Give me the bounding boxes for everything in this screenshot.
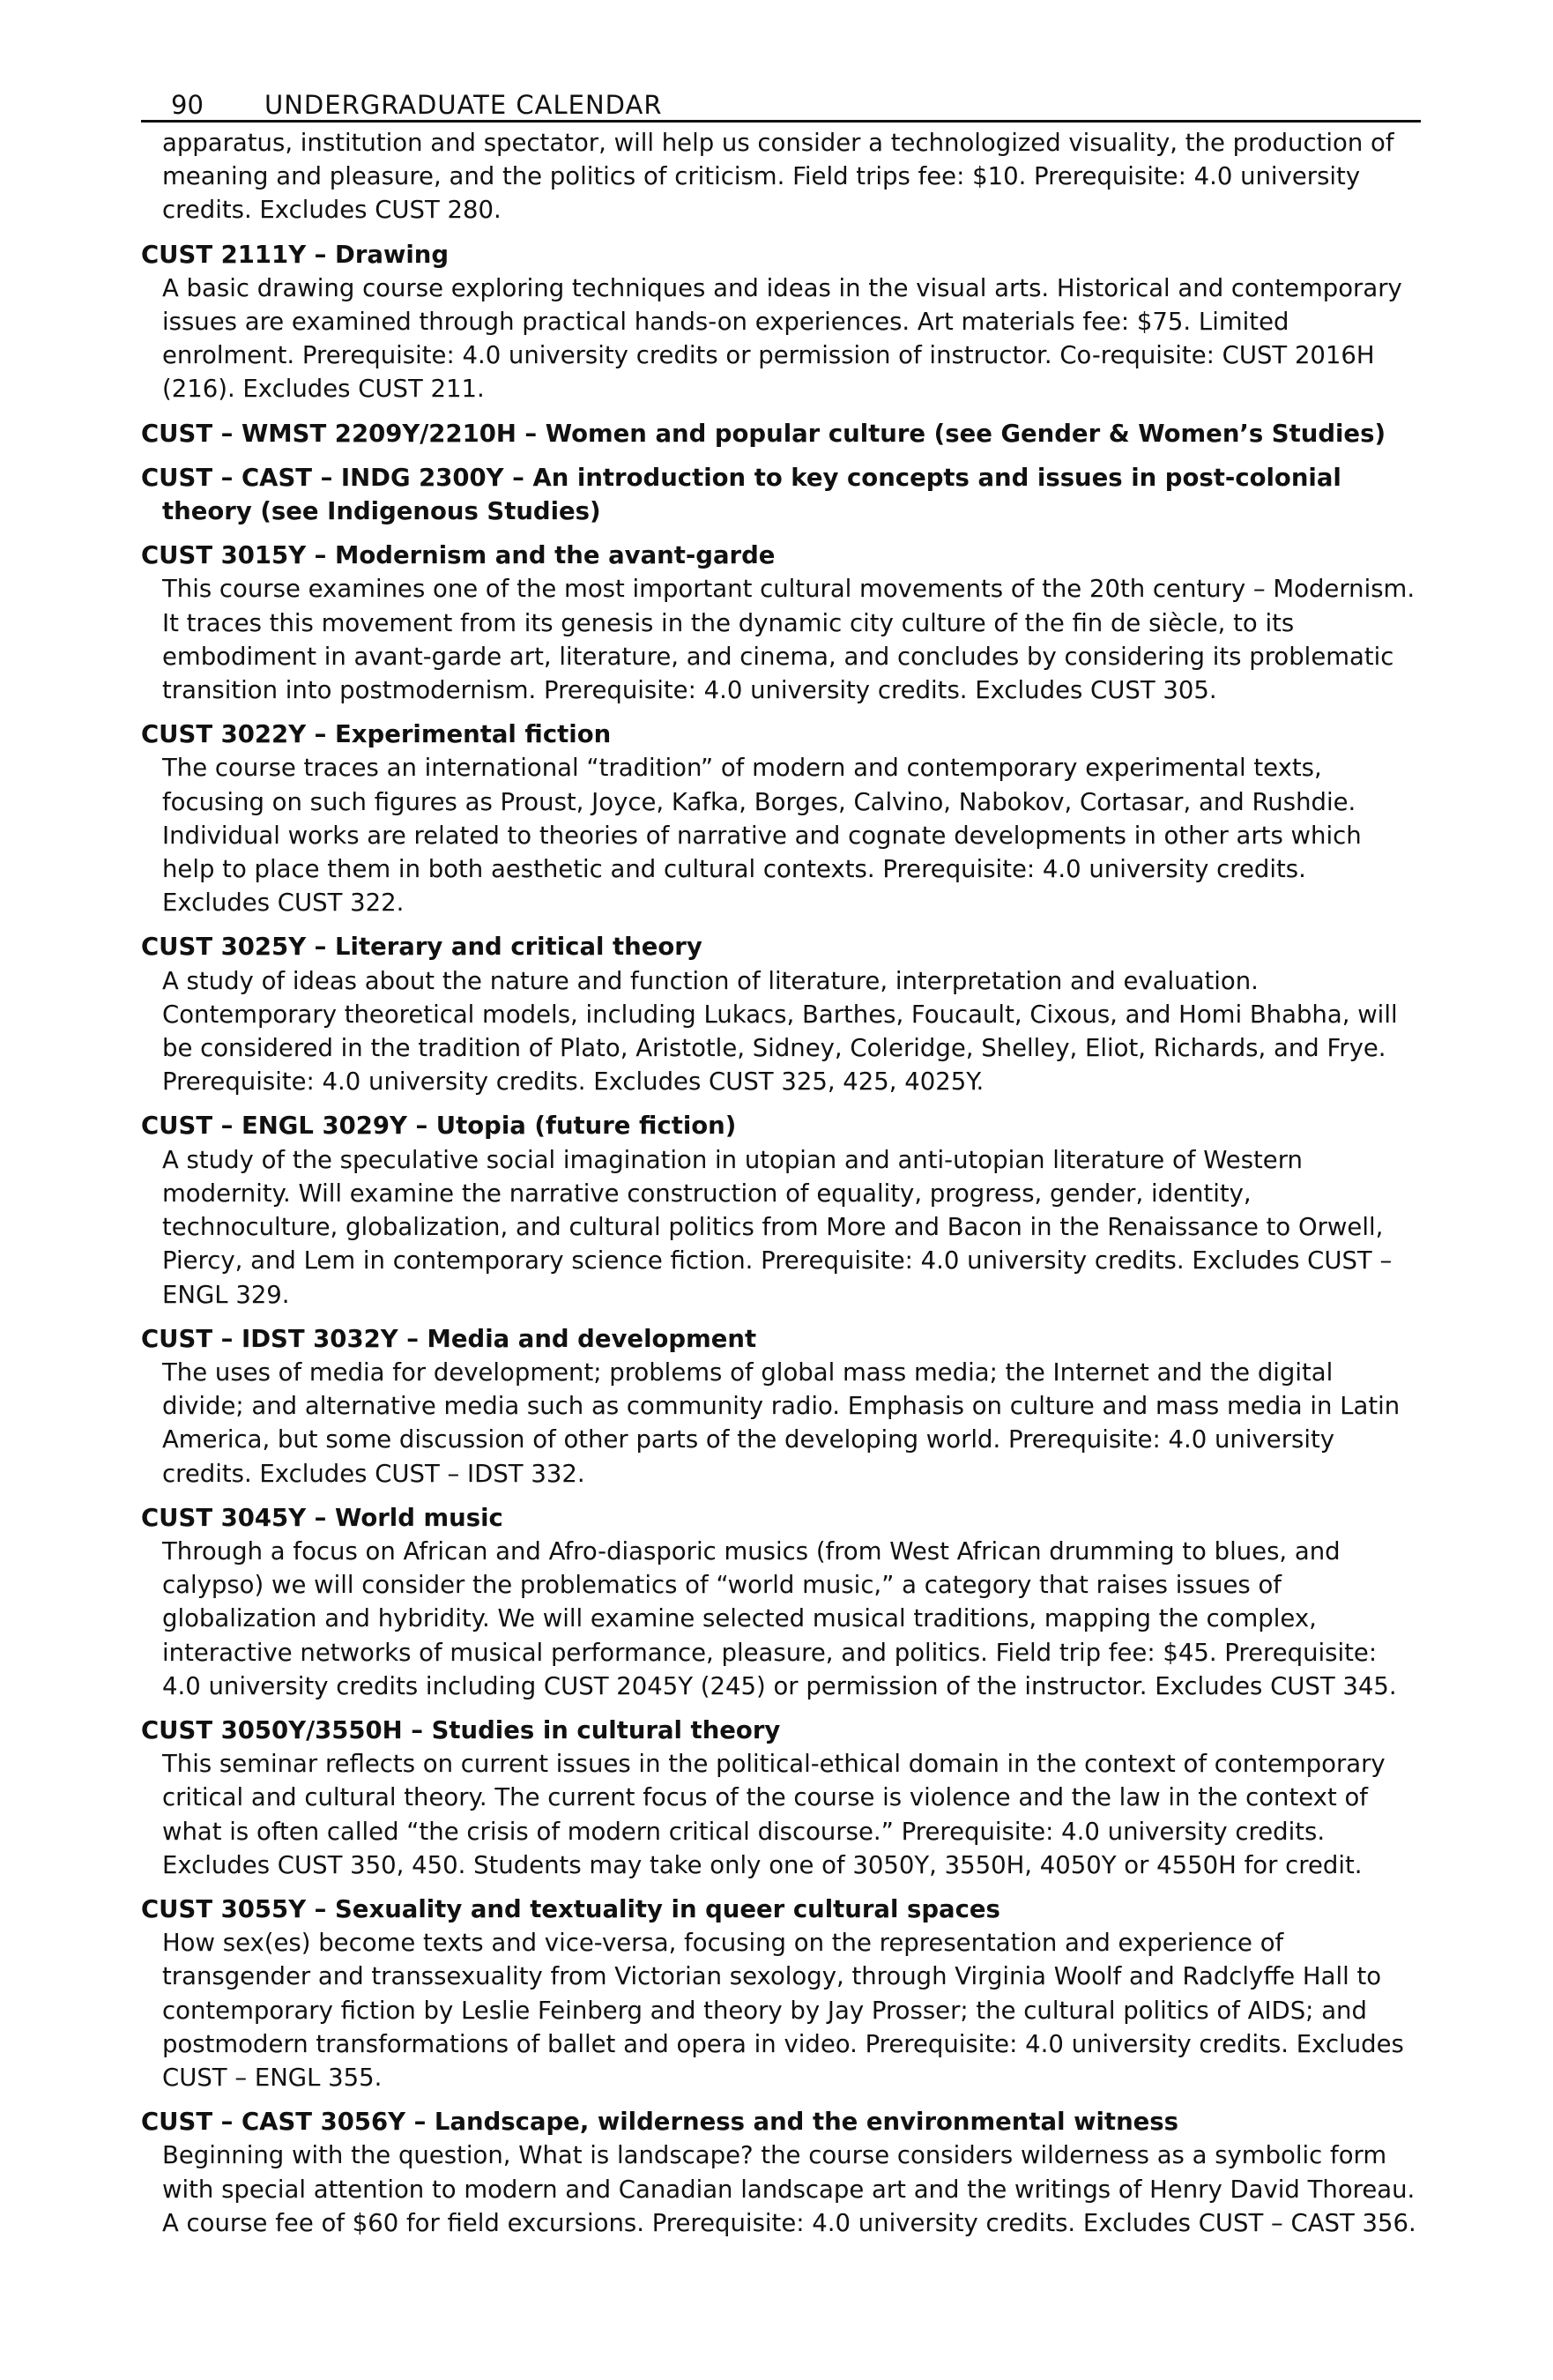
page-content [141,123,1421,2240]
calendar-page [141,79,1421,2240]
course-title: CUST 3015Y – Modernism and the avant-garde [141,541,776,570]
course-entry [141,1109,1421,1311]
course-description: The uses of media for development; problems of global mass media; the Internet and the digital divide; and alternative media such as community radio. Emphasis on culture and mass media in Latin America, but some discussion of other parts of the developing world. Prerequisite: 4.0 university credits. Excludes CUST – IDST 332. [162,1357,1401,1488]
course-description: A basic drawing course exploring techniques and ideas in the visual arts. Historical and contemporary issues are examined through practical hands-on experiences. Art materials fee: $75. Limited enrolment. Prerequisite: 4.0 university credits or permission of instructor. Co-requisite: CUST 2016H (216). Excludes CUST 211. [162,273,1402,404]
page-number: 90 [171,90,204,120]
course-title: CUST – IDST 3032Y – Media and development [141,1324,757,1353]
course-title: CUST 3045Y – World music [141,1503,503,1532]
course-title: CUST 3055Y – Sexuality and textuality in queer cultural spaces [141,1894,1000,1923]
course-entry [141,1322,1421,1491]
course-title: CUST 3022Y – Experimental fiction [141,720,612,749]
course-title: CUST – CAST – INDG 2300Y – An introduction to key concepts and issues in post-colonial theory (see Indigenous Studies) [141,463,1341,526]
course-description: A study of ideas about the nature and function of literature, interpretation and evaluation. Contemporary theoretical models, including Lukacs, Barthes, Foucault, Cixous, and Homi Bhabha, will be considered in the tradition of Plato, Aristotle, Sidney, Coleridge, Shelley, Eliot, Richards, and Frye. Prerequisite: 4.0 university credits. Excludes CUST 325, 425, 4025Y. [162,966,1398,1097]
course-description: This course examines one of the most important cultural movements of the 20th century – Modernism. It traces this movement from its genesis in the dynamic city culture of the fin de siècle, to its embodiment in avant-garde art, literature, and cinema, and concludes by considering its problematic transition into postmodernism. Prerequisite: 4.0 university credits. Excludes CUST 305. [162,575,1416,705]
course-entry [141,539,1421,707]
course-entry [141,1714,1421,1882]
course-entry [141,718,1421,919]
course-description: This seminar reflects on current issues in the political-ethical domain in the context of contemporary critical and cultural theory. The current focus of the course is violence and the law in the context of what is often called “the crisis of modern critical discourse.” Prerequisite: 4.0 university credits. Excludes CUST 350, 450. Students may take only one of 3050Y, 3550H, 4050Y or 4550H for credit. [162,1750,1386,1879]
course-description: The course traces an international “tradition” of modern and contemporary experimental texts, focusing on such figures as Proust, Joyce, Kafka, Borges, Calvino, Nabokov, Cortasar, and Rushdie. Individual works are related to theories of narrative and cognate developments in other arts which help to place them in both aesthetic and cultural contexts. Prerequisite: 4.0 university credits. Excludes CUST 322. [162,754,1362,918]
course-title: CUST – CAST 3056Y – Landscape, wilderness and the environmental witness [141,2108,1179,2137]
course-entry [141,930,1421,1098]
page-header-title: UNDERGRADUATE CALENDAR [264,90,663,120]
course-entry [141,2105,1421,2240]
course-description: Beginning with the question, What is landscape? the course considers wilderness as a symbolic form with special attention to modern and Canadian landscape art and the writings of Henry David Thoreau. A course fee of $60 for field excursions. Prerequisite: 4.0 university credits. Excludes CUST – CAST 356. [162,2141,1416,2237]
course-title: CUST 2111Y – Drawing [141,240,450,269]
course-entry [141,1501,1421,1703]
course-entry [141,238,1421,406]
course-entry [141,417,1421,450]
intro-paragraph: apparatus, institution and spectator, will help us consider a technologized visuality, the production of meaning and pleasure, and the politics of criticism. Field trips fee: $10. Prerequisite: 4.0 university credits. Excludes CUST 280. [162,129,1394,225]
course-title: CUST 3025Y – Literary and critical theory [141,933,702,962]
course-description: How sex(es) become texts and vice-versa, focusing on the representation and experience of transgender and transsexuality from Victorian sexology, through Virginia Woolf and Radclyffe Hall to contemporary fiction by Leslie Feinberg and theory by Jay Prosser; the cultural politics of AIDS; and postmodern transformations of ballet and opera in video. Prerequisite: 4.0 university credits. Excludes CUST – ENGL 355. [162,1929,1404,2092]
course-title: CUST – WMST 2209Y/2210H – Women and popular culture (see Gender & Women’s Studies) [141,419,1386,448]
course-description: Through a focus on African and Afro-diasporic musics (from West African drumming to blues, and calypso) we will consider the problematics of “world music,” a category that raises issues of globalization and hybridity. We will examine selected musical traditions, mapping the complex, interactive networks of musical performance, pleasure, and politics. Field trip fee: $45. Prerequisite: 4.0 university credits including CUST 2045Y (245) or permission of the instructor. Excludes CUST 345. [162,1536,1397,1700]
page-header [141,79,1421,123]
course-description: A study of the speculative social imagination in utopian and anti-utopian literature of Western modernity. Will examine the narrative construction of equality, progress, gender, identity, technoculture, globalization, and cultural politics from More and Bacon in the Renaissance to Orwell, Piercy, and Lem in contemporary science fiction. Prerequisite: 4.0 university credits. Excludes CUST – ENGL 329. [162,1145,1393,1309]
course-entry [141,461,1421,528]
course-entry [141,1893,1421,2094]
course-title: CUST 3050Y/3550H – Studies in cultural theory [141,1715,781,1744]
course-title: CUST – ENGL 3029Y – Utopia (future fiction) [141,1112,737,1141]
